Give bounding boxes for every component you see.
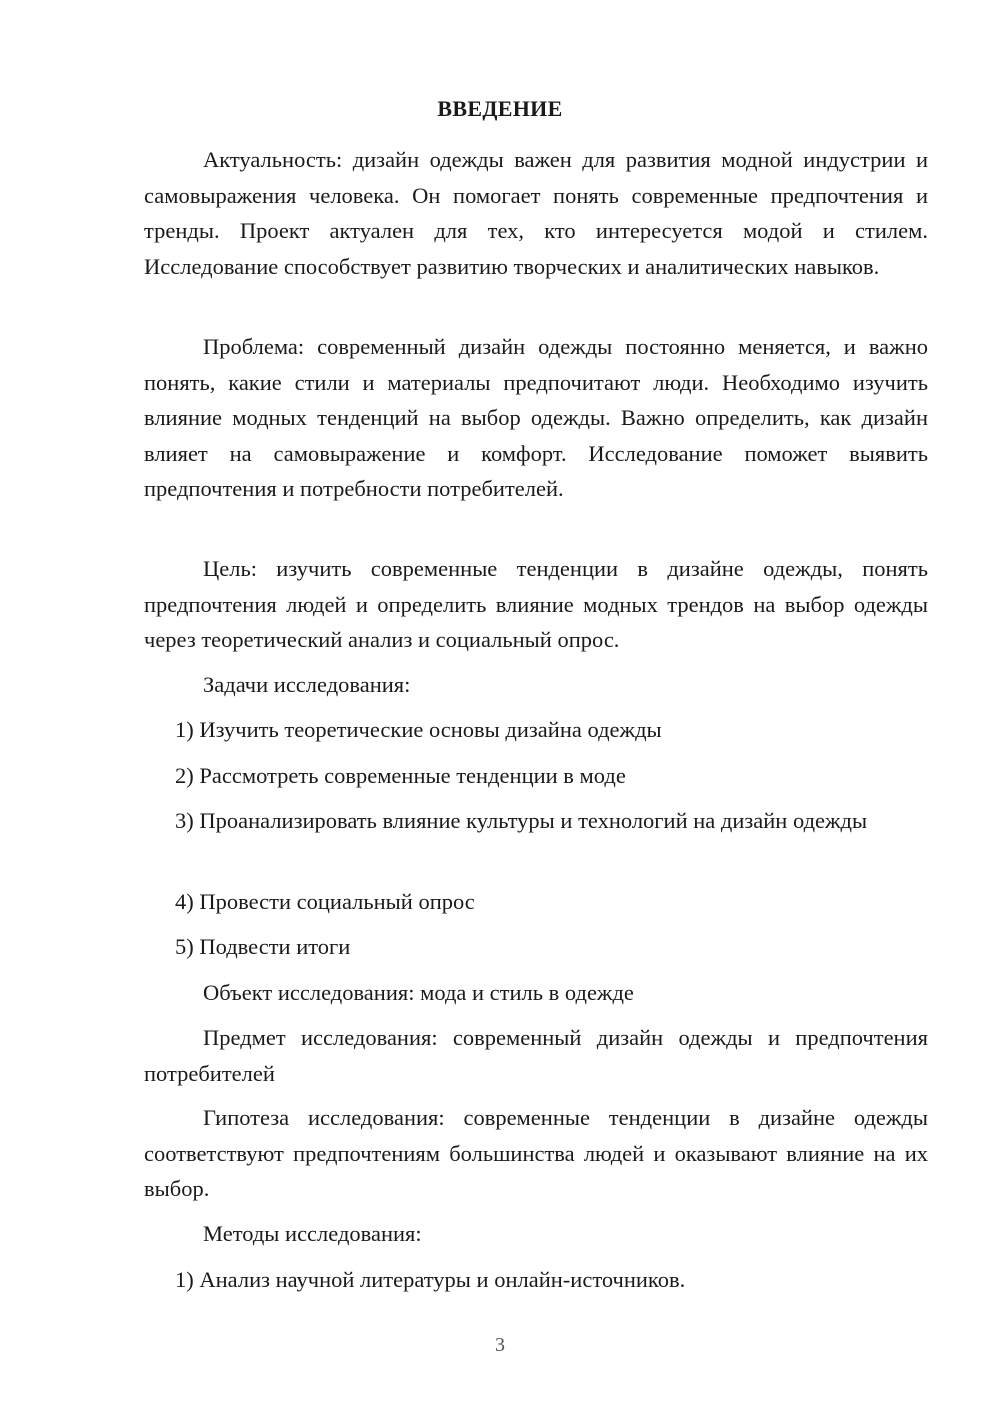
hypothesis-paragraph: Гипотеза исследования: современные тенденции в дизайне одежды соответствуют предпочтениям большинства людей и оказывают влияние на их выбор. bbox=[144, 1105, 928, 1201]
page-number: 3 bbox=[495, 1334, 505, 1356]
methods-heading: Методы исследования: bbox=[203, 1221, 422, 1246]
task-item-1: 1) Изучить теоретические основы дизайна одежды bbox=[175, 717, 662, 742]
page-title: ВВЕДЕНИЕ bbox=[437, 96, 563, 121]
task-item-5: 5) Подвести итоги bbox=[175, 934, 351, 959]
object-paragraph: Объект исследования: мода и стиль в одежде bbox=[203, 980, 634, 1005]
tasks-heading: Задачи исследования: bbox=[203, 672, 411, 697]
problem-paragraph: Проблема: современный дизайн одежды постоянно меняется, и важно понять, какие стили и материалы предпочитают люди. Необходимо изучить влияние модных тенденций на выбор одежды. Важно определить, как дизайн влияет на самовыражение и комфорт. Исследование поможет выявить предпочтения и потребности потребителей. bbox=[144, 334, 928, 501]
subject-paragraph: Предмет исследования: современный дизайн одежды и предпочтения потребителей bbox=[144, 1025, 928, 1086]
method-item-1: 1) Анализ научной литературы и онлайн-источников. bbox=[175, 1267, 686, 1292]
relevance-paragraph: Актуальность: дизайн одежды важен для развития модной индустрии и самовыражения человека. Он помогает понять современные предпочтения и тренды. Проект актуален для тех, кто интересуется модой и стилем. Исследование способствует развитию творческих и аналитических навыков. bbox=[144, 147, 928, 279]
task-item-2: 2) Рассмотреть современные тенденции в моде bbox=[175, 763, 626, 788]
goal-paragraph: Цель: изучить современные тенденции в дизайне одежды, понять предпочтения людей и определить влияние модных трендов на выбор одежды через теоретический анализ и социальный опрос. bbox=[144, 556, 928, 652]
task-item-4: 4) Провести социальный опрос bbox=[175, 889, 475, 914]
task-item-3: 3) Проанализировать влияние культуры и технологий на дизайн одежды bbox=[175, 808, 868, 833]
